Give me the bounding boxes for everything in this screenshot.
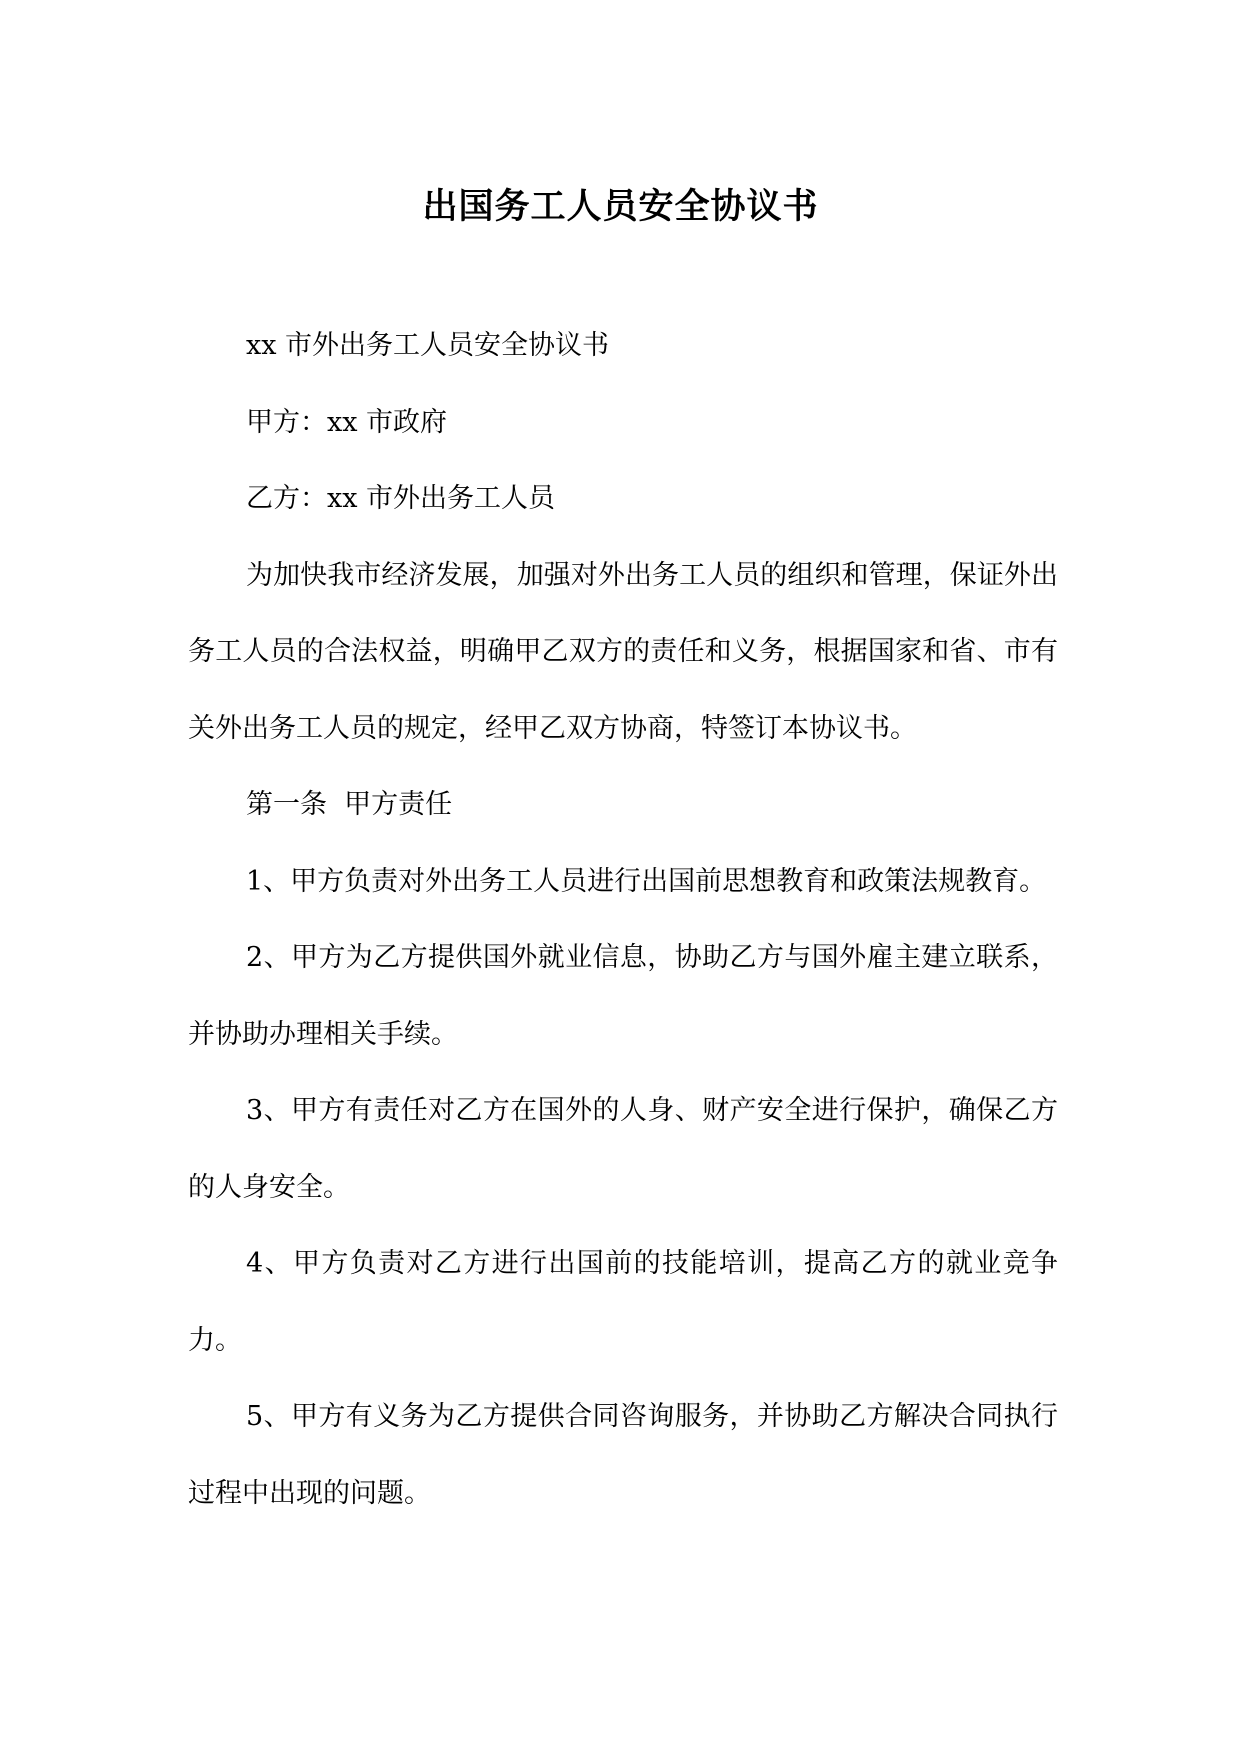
party-b-line: 乙方：xx 市外出务工人员	[246, 483, 556, 514]
document-body	[188, 308, 1058, 1532]
clause-item: 1、甲方负责对外出务工人员进行出国前思想教育和政策法规教育。	[246, 865, 1047, 897]
preamble-paragraph: 为加快我市经济发展，加强对外出务工人员的组织和管理，保证外出务工人员的合法权益，明确甲乙双方的责任和义务，根据国家和省、市有关外出务工人员的规定，经甲乙双方协商，特签订本协议书。	[188, 559, 1058, 744]
document-title: 出国务工人员安全协议书	[422, 186, 819, 227]
clause-item: 5、甲方有义务为乙方提供合同咨询服务，并协助乙方解决合同执行过程中出现的问题。	[188, 1401, 1058, 1509]
clause-item: 2、甲方为乙方提供国外就业信息，协助乙方与国外雇主建立联系，并协助办理相关手续。	[188, 942, 1058, 1050]
article-heading: 第一条 甲方责任	[246, 789, 453, 820]
party-a-line: 甲方：xx 市政府	[246, 406, 448, 438]
subtitle-line: xx 市外出务工人员安全协议书	[246, 330, 610, 361]
clause-item: 3、甲方有责任对乙方在国外的人身、财产安全进行保护，确保乙方的人身安全。	[188, 1095, 1058, 1203]
clause-item: 4、甲方负责对乙方进行出国前的技能培训，提高乙方的就业竞争力。	[188, 1248, 1058, 1356]
